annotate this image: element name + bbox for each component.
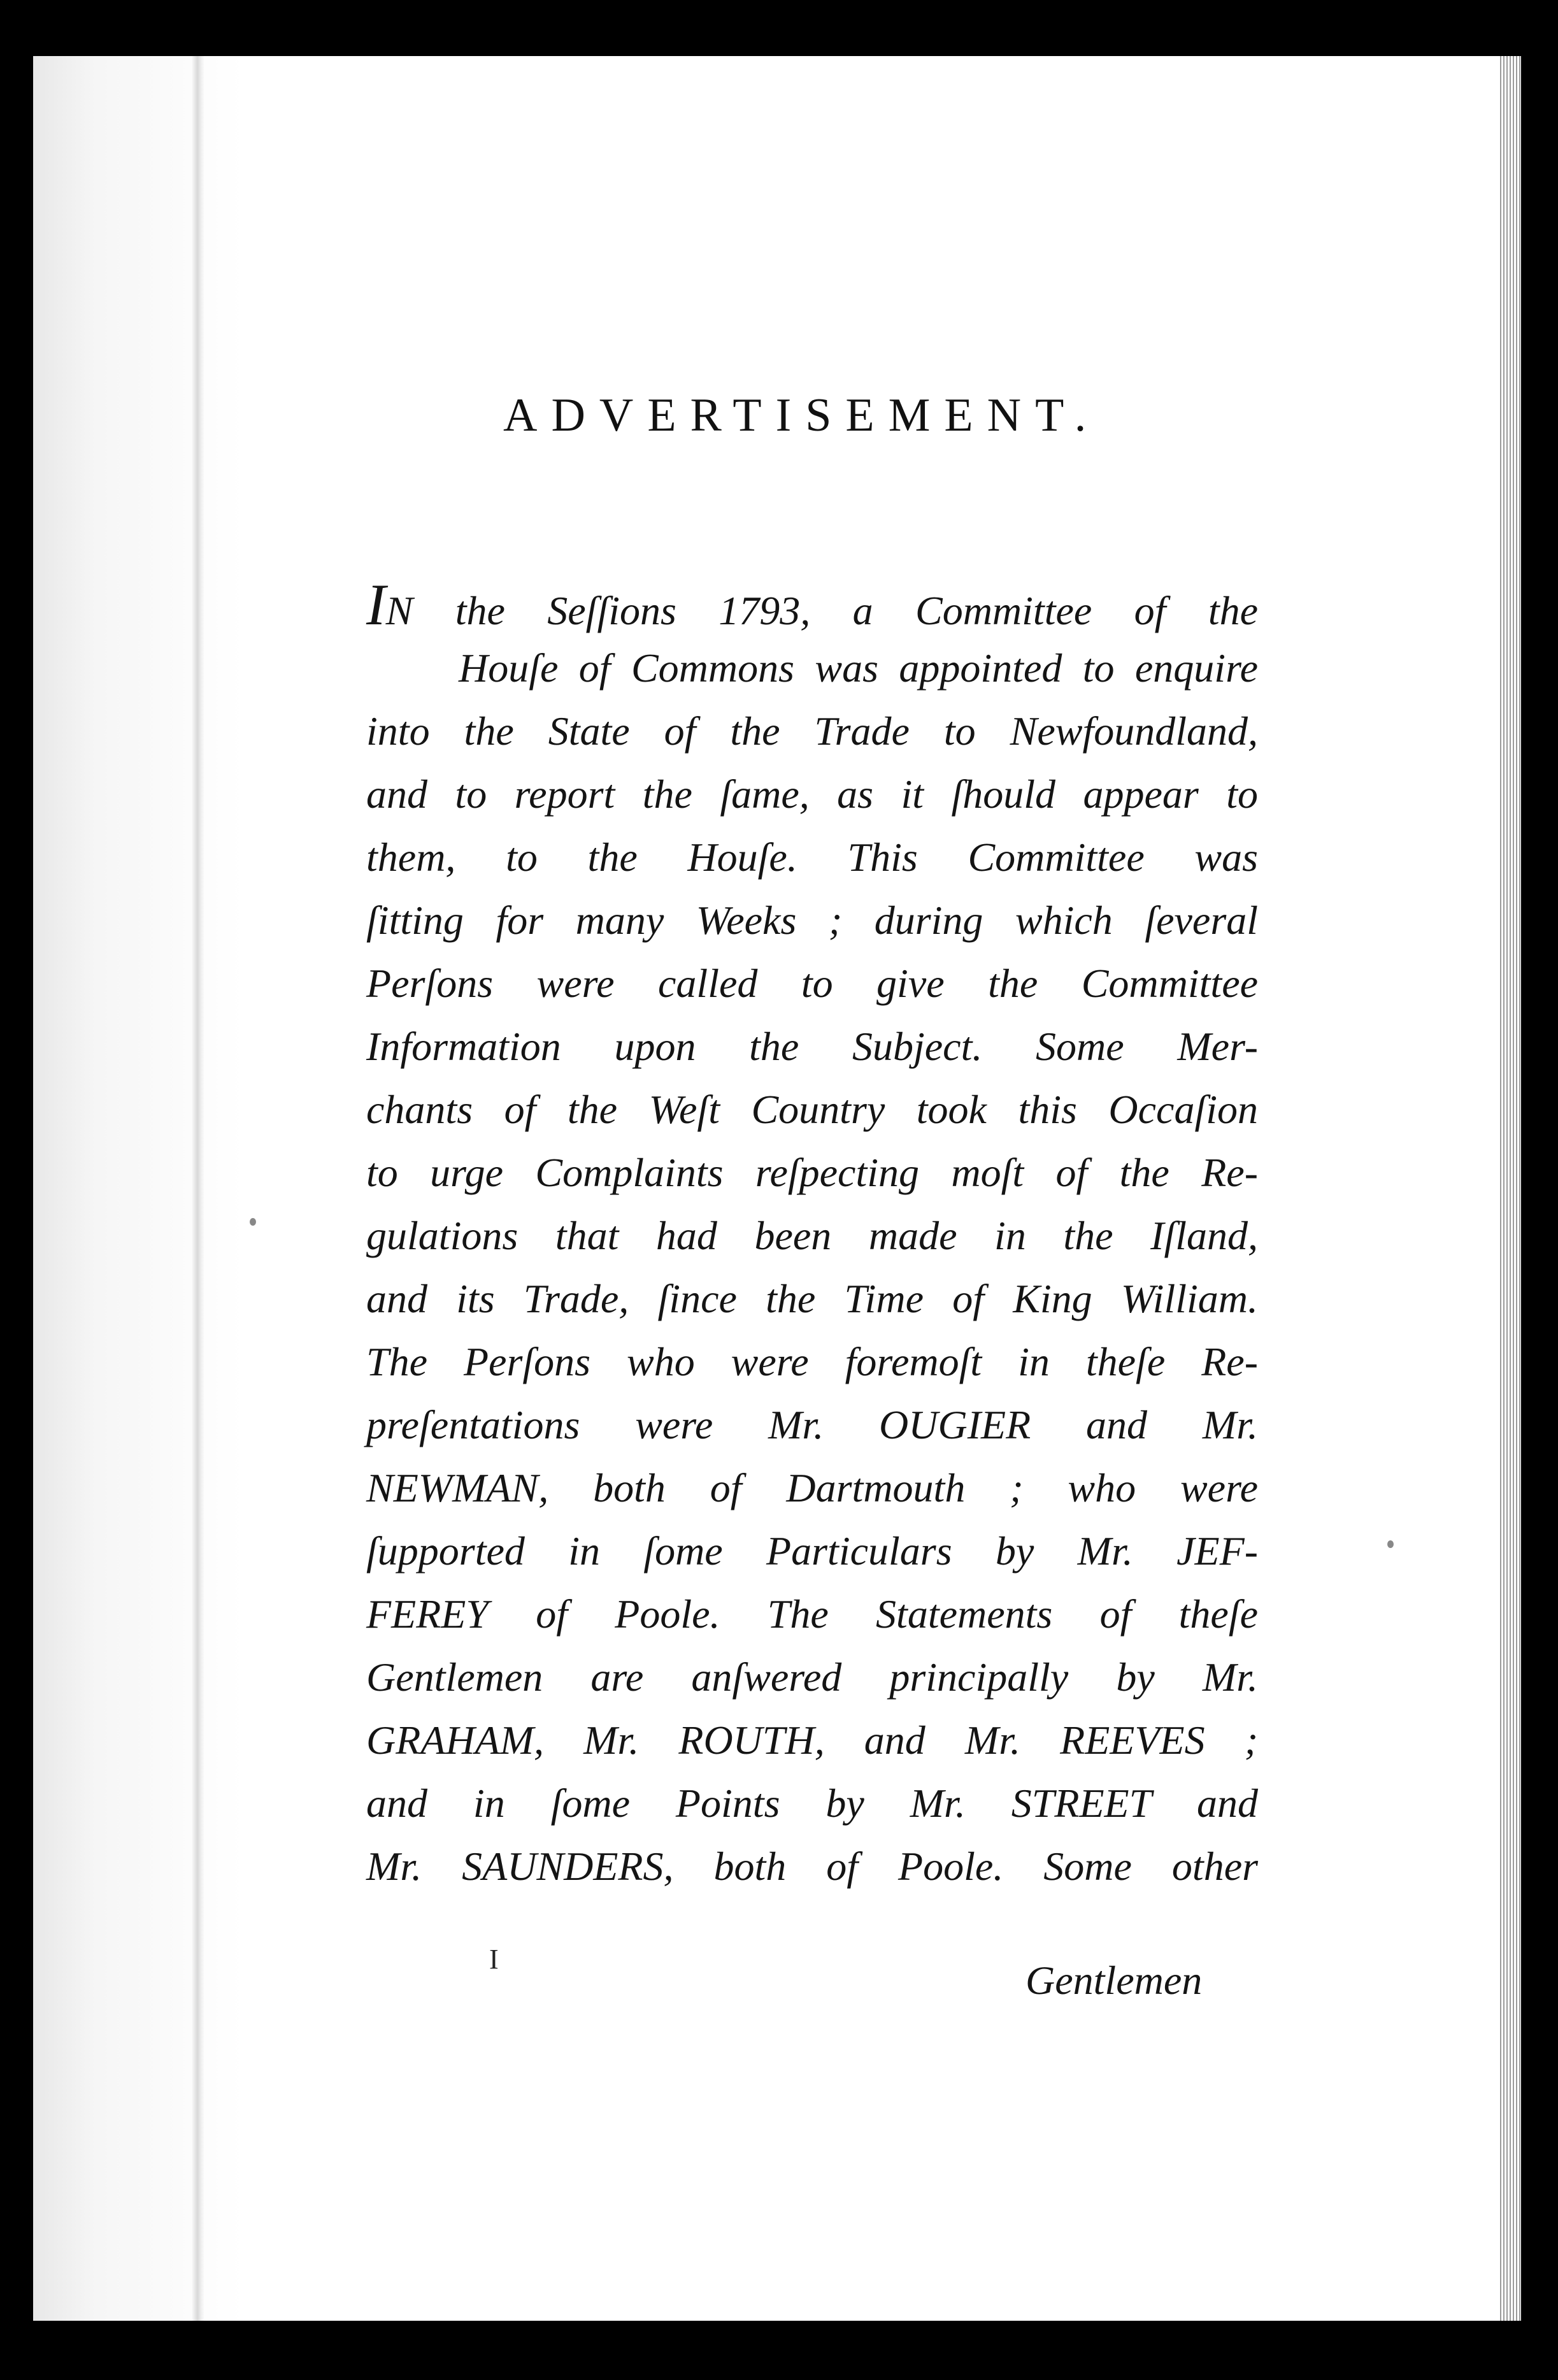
- spine-shadow: [33, 56, 243, 2321]
- page-edge-stack: [1498, 56, 1521, 2321]
- text-line: ſupported in ſome Particulars by Mr. JEF-: [366, 1528, 1258, 1574]
- scan-speck: [250, 1218, 256, 1226]
- text-line: The Perſons who were foremoſt in theſe Re-: [366, 1339, 1258, 1384]
- text-line: and to report the ſame, as it ſhould appear to: [366, 771, 1258, 817]
- gutter-fold: [191, 56, 205, 2321]
- page-title: ADVERTISEMENT.: [503, 389, 1101, 441]
- text-line: into the State of the Trade to Newfoundland,: [366, 708, 1258, 754]
- text-line: and its Trade, ſince the Time of King William.: [366, 1276, 1258, 1321]
- advertisement-body: [366, 573, 1258, 1898]
- text-line: Houſe of Commons was appointed to enquire: [459, 645, 1258, 691]
- text-line: and in ſome Points by Mr. STREET and: [366, 1781, 1258, 1826]
- text-line: gulations that had been made in the Iſland,: [366, 1213, 1258, 1258]
- text-line: Gentlemen are anſwered principally by Mr.: [366, 1654, 1258, 1700]
- text-line: to urge Complaints reſpecting moſt of the Re-: [366, 1150, 1258, 1195]
- signature-mark: I: [489, 1944, 499, 1975]
- catchword: Gentlemen: [1026, 1958, 1203, 2003]
- text-line: IN the Seſſions 1793, a Committee of the: [366, 572, 1258, 637]
- text-line: FEREY of Poole. The Statements of theſe: [366, 1591, 1258, 1637]
- text-line: ſitting for many Weeks ; during which ſeveral: [366, 898, 1258, 943]
- text-line: preſentations were Mr. OUGIER and Mr.: [366, 1402, 1258, 1447]
- text-line: Mr. SAUNDERS, both of Poole. Some other: [366, 1844, 1258, 1889]
- text-line: NEWMAN, both of Dartmouth ; who were: [366, 1465, 1258, 1510]
- text-line: GRAHAM, Mr. ROUTH, and Mr. REEVES ;: [366, 1717, 1258, 1763]
- text-line: Perſons were called to give the Committee: [366, 961, 1258, 1006]
- scan-border-right: [1521, 56, 1558, 2321]
- text-line: Information upon the Subject. Some Mer-: [366, 1024, 1258, 1069]
- text-line: chants of the Weſt Country took this Occaſion: [366, 1087, 1258, 1132]
- scan-speck: [1387, 1540, 1394, 1548]
- text-line: them, to the Houſe. This Committee was: [366, 835, 1258, 880]
